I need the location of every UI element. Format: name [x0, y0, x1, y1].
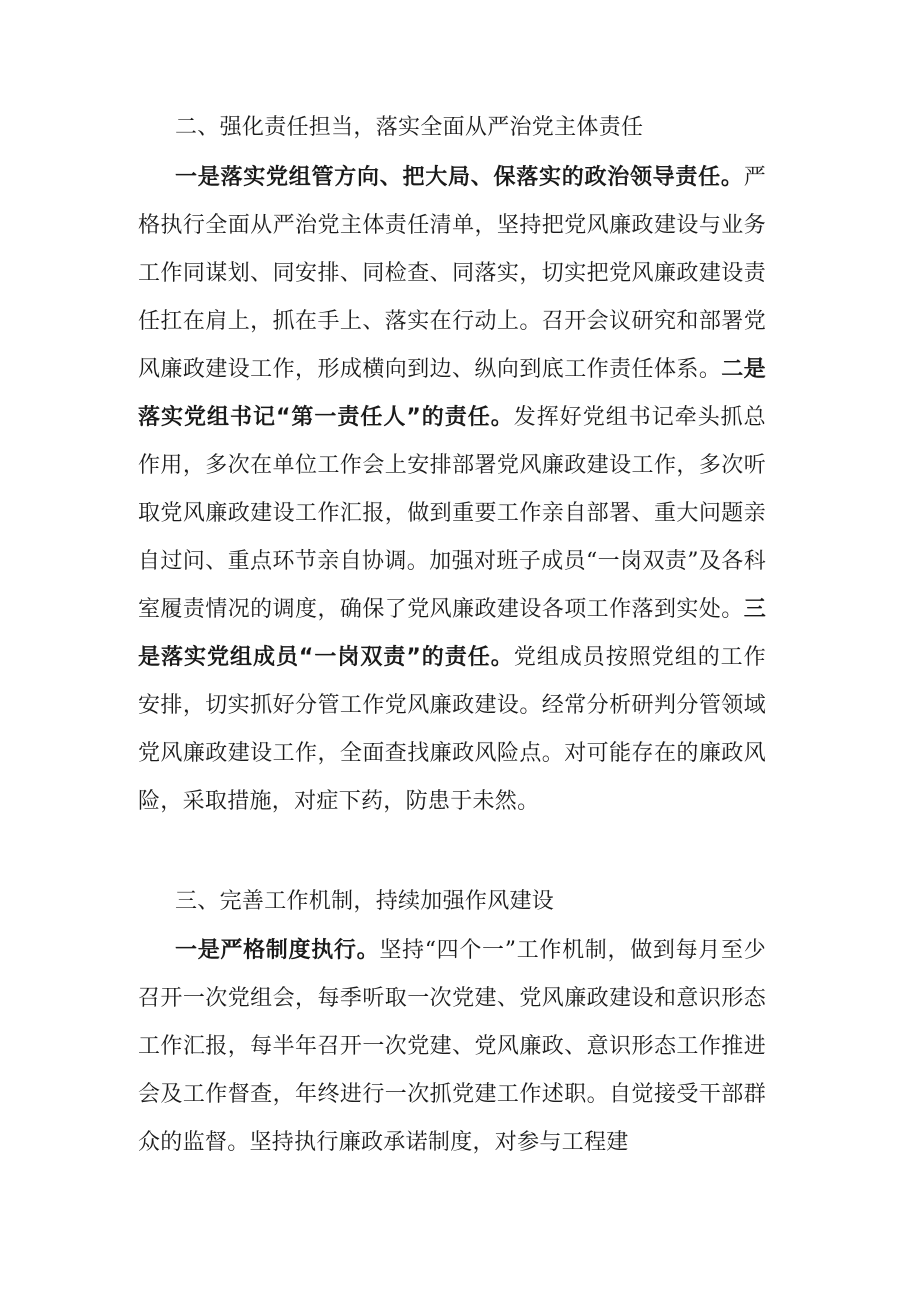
section-2-point-1-title: 一是落实党组管方向、把大局、保落实的政治领导责任。: [175, 165, 744, 190]
section-2-point-1-text: 严格执行全面从严治党主体责任清单，坚持把党风廉政建设与业务工作同谋划、同安排、同检查、同落实，切实把党风廉政建设责任扛在肩上，抓在手上、落实在行动上。召开会议研究和部署党风廉政建设工作，形成横向到边、纵向到底工作责任体系。: [138, 165, 766, 382]
section-2-point-3-text: 党组成员按照党组的工作安排，切实抓好分管工作党风廉政建设。经常分析研判分管领域党风廉政建设工作，全面查找廉政风险点。对可能存在的廉政风险，采取措施，对症下药，防患于未然。: [138, 645, 766, 814]
section-2-point-2-text: 发挥好党组书记牵头抓总作用，多次在单位工作会上安排部署党风廉政建设工作，多次听取党风廉政建设工作汇报，做到重要工作亲自部署、重大问题亲自过问、重点环节亲自协调。加强对班子成员“一岗双责”及各科室履责情况的调度，确保了党风廉政建设各项工作落到实处。: [138, 405, 766, 622]
section-3-heading: 三、完善工作机制，持续加强作风建设: [175, 889, 555, 914]
section-2-heading: 二、强化责任担当，落实全面从严治党主体责任: [175, 115, 644, 140]
section-3-body: [138, 927, 766, 1167]
section-3-point-1-text: 坚持“四个一”工作机制，做到每月至少召开一次党组会，每季听取一次党建、党风廉政建设和意识形态工作汇报，每半年召开一次党建、党风廉政、意识形态工作推进会及工作督查，年终进行一次抓党建工作述职。自觉接受干部群众的监督。坚持执行廉政承诺制度，对参与工程建: [138, 938, 767, 1155]
section-2-point-2-title: 二是落实党组书记“第一责任人”的责任。: [138, 357, 766, 430]
section-2-body: [138, 154, 766, 826]
section-2-point-3-title: 三是落实党组成员“一岗双责”的责任。: [138, 597, 766, 670]
section-3-point-1-title: 一是严格制度执行。: [175, 938, 380, 963]
